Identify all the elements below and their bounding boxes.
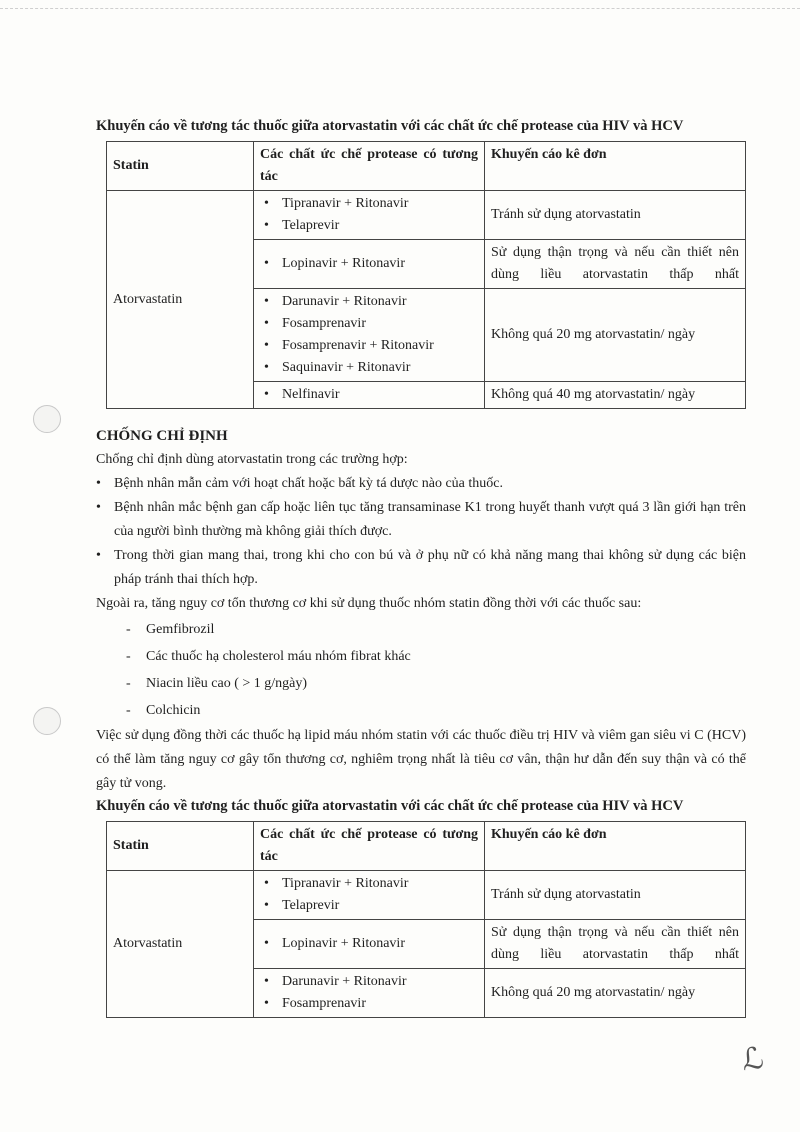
list-item: • Bệnh nhân mắc bệnh gan cấp hoặc liên tục tăng transaminase K1 trong huyết thanh vượt quá 3 lần giới hạn trên của người bình thường mà không giải thích được. [96, 496, 746, 544]
drug-item: • Saquinavir + Ritonavir [260, 357, 478, 379]
drug-cell [254, 920, 485, 969]
list-item: • Trong thời gian mang thai, trong khi cho con bú và ở phụ nữ có khả năng mang thai không sử dụng các biện pháp tránh thai thích hợp. [96, 544, 746, 592]
contraindications-section [96, 424, 746, 796]
drug-item: • Lopinavir + Ritonavir [260, 933, 478, 955]
drug-item: • Lopinavir + Ritonavir [260, 253, 478, 275]
header-advice: Khuyến cáo kê đơn [485, 142, 746, 191]
handwritten-initials: ℒ [739, 1041, 766, 1078]
header-protease: Các chất ức chế protease có tương tác [254, 142, 485, 191]
list-item: - Gemfibrozil [126, 616, 746, 643]
drug-cell [254, 871, 485, 920]
drug-item: • Telaprevir [260, 215, 478, 237]
scan-edge-line [0, 8, 800, 10]
drug-item: • Telaprevir [260, 895, 478, 917]
table-2-title: Khuyến cáo về tương tác thuốc giữa atorvastatin với các chất ức chế protease của HIV và HCV [96, 798, 684, 814]
list-item: - Colchicin [126, 697, 746, 724]
header-advice: Khuyến cáo kê đơn [485, 822, 746, 871]
drug-item: • Darunavir + Ritonavir [260, 291, 478, 313]
drug-cell [254, 240, 485, 289]
list-item: - Niacin liều cao ( > 1 g/ngày) [126, 670, 746, 697]
section-heading: CHỐNG CHỈ ĐỊNH [96, 428, 228, 444]
advice-cell: Sử dụng thận trọng và nếu cần thiết nên dùng liều atorvastatin thấp nhất [485, 240, 746, 289]
advice-cell: Tránh sử dụng atorvastatin [485, 871, 746, 920]
interaction-table-2 [106, 821, 746, 1018]
drug-cell [254, 382, 485, 409]
advice-cell: Sử dụng thận trọng và nếu cần thiết nên dùng liều atorvastatin thấp nhất [485, 920, 746, 969]
statin-name: Atorvastatin [107, 191, 254, 409]
advice-cell: Không quá 40 mg atorvastatin/ ngày [485, 382, 746, 409]
drug-item: • Darunavir + Ritonavir [260, 971, 478, 993]
drug-cell [254, 191, 485, 240]
contraindications-intro: Chống chỉ định dùng atorvastatin trong các trường hợp: [96, 452, 408, 467]
drug-cell [254, 289, 485, 382]
header-statin: Statin [107, 822, 254, 871]
drug-item: • Fosamprenavir + Ritonavir [260, 335, 478, 357]
risk-drug-list [96, 616, 746, 724]
advice-cell: Không quá 20 mg atorvastatin/ ngày [485, 289, 746, 382]
punch-hole-bottom [33, 707, 61, 735]
header-statin: Statin [107, 142, 254, 191]
punch-hole-top [33, 405, 61, 433]
list-item: • Bệnh nhân mẫn cảm với hoạt chất hoặc bất kỳ tá dược nào của thuốc. [96, 472, 746, 496]
drug-item: • Nelfinavir [260, 384, 478, 406]
drug-item: • Tipranavir + Ritonavir [260, 193, 478, 215]
table-1-title: Khuyến cáo về tương tác thuốc giữa atorvastatin với các chất ức chế protease của HIV và HCV [96, 118, 684, 134]
advice-cell: Tránh sử dụng atorvastatin [485, 191, 746, 240]
drug-cell [254, 969, 485, 1018]
list-item: - Các thuốc hạ cholesterol máu nhóm fibrat khác [126, 643, 746, 670]
drug-item: • Tipranavir + Ritonavir [260, 873, 478, 895]
risk-intro: Ngoài ra, tăng nguy cơ tổn thương cơ khi sử dụng thuốc nhóm statin đồng thời với các thuốc sau: [96, 596, 642, 611]
statin-name: Atorvastatin [107, 871, 254, 1018]
interaction-table-1 [106, 141, 746, 409]
drug-item: • Fosamprenavir [260, 993, 478, 1015]
header-protease: Các chất ức chế protease có tương tác [254, 822, 485, 871]
contraindications-list [96, 472, 746, 592]
drug-item: • Fosamprenavir [260, 313, 478, 335]
closing-paragraph: Việc sử dụng đồng thời các thuốc hạ lipid máu nhóm statin với các thuốc điều trị HIV và viêm gan siêu vi C (HCV) có thể làm tăng nguy cơ gây tổn thương cơ, nghiêm trọng nhất là tiêu cơ vân, thận hư dẫn đến suy thận và có thể gây tử vong. [96, 728, 746, 791]
advice-cell: Không quá 20 mg atorvastatin/ ngày [485, 969, 746, 1018]
